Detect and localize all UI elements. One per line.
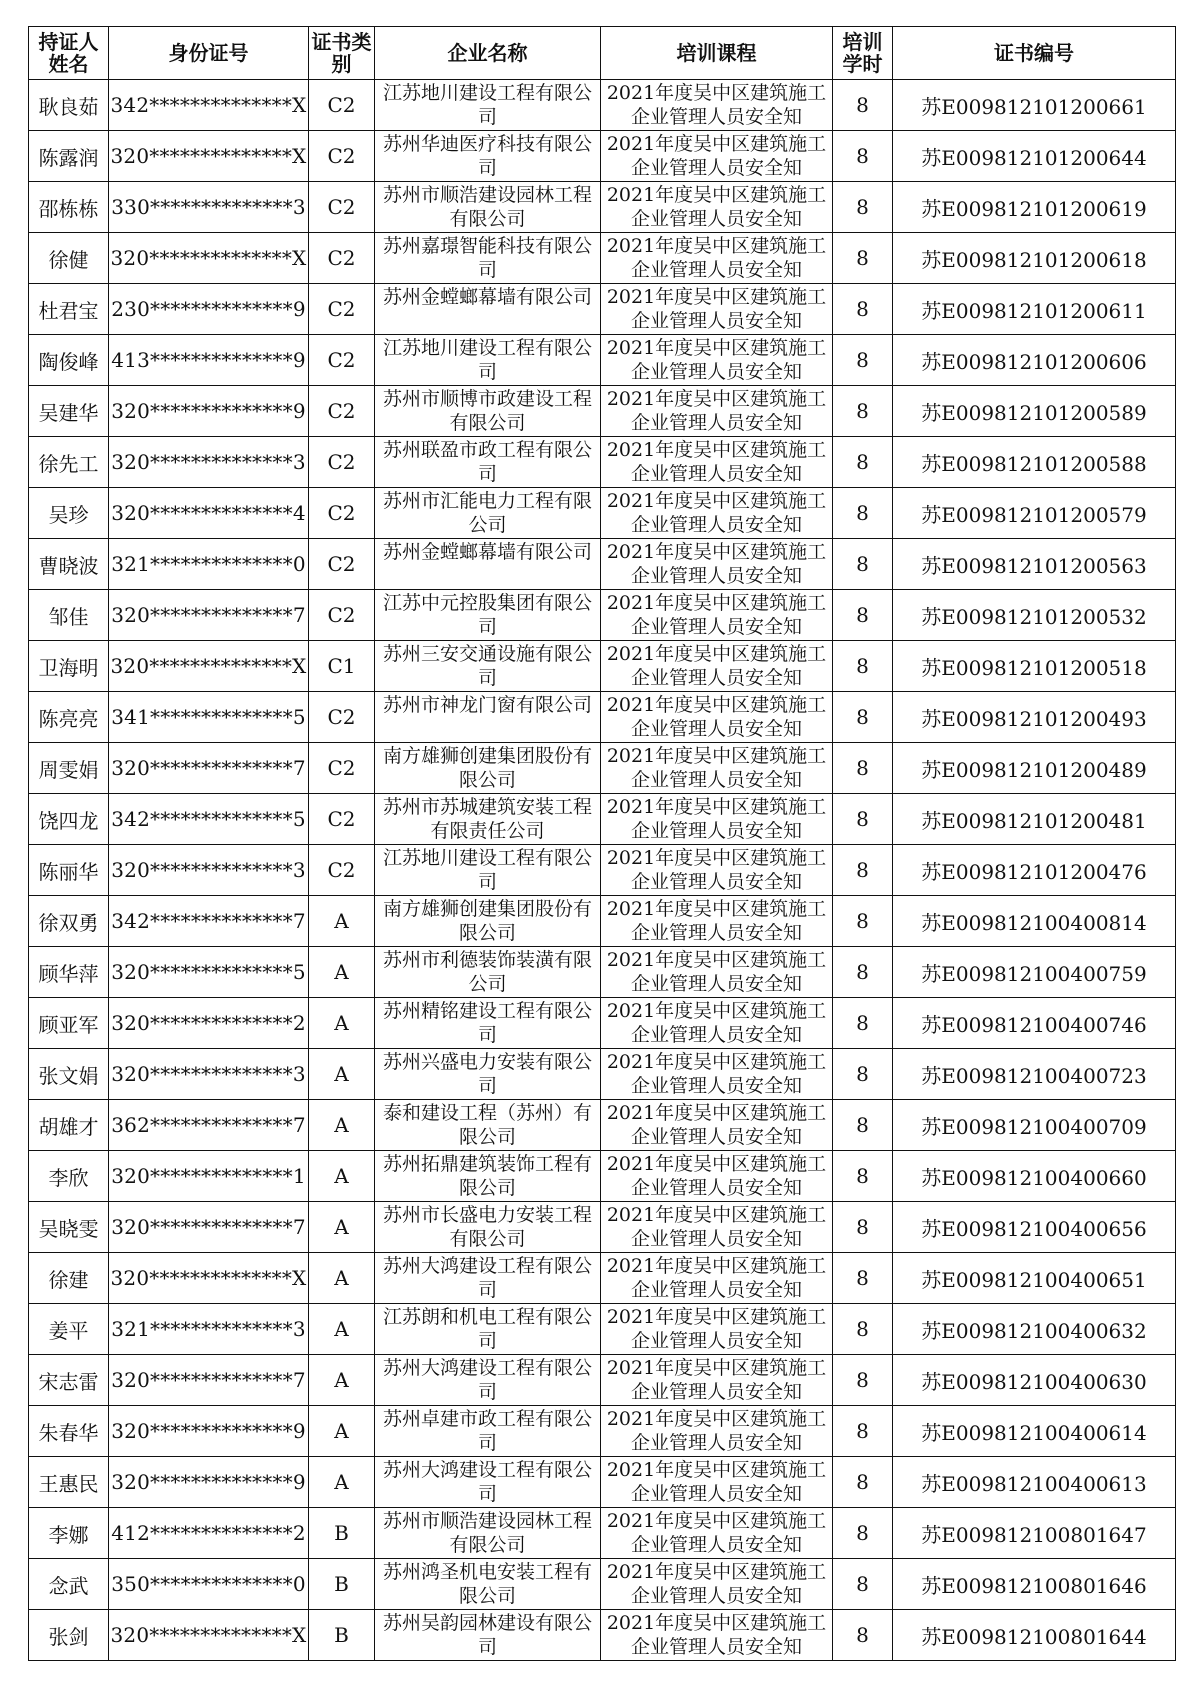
cell-category: C2	[309, 590, 375, 641]
cell-course: 2021年度吴中区建筑施工企业管理人员安全知	[601, 1610, 833, 1661]
cell-hours: 8	[833, 131, 893, 182]
cell-course: 2021年度吴中区建筑施工企业管理人员安全知	[601, 1355, 833, 1406]
cell-category: C2	[309, 233, 375, 284]
cell-holder-name: 曹晓波	[29, 539, 109, 590]
cell-id-number: 320**************X	[109, 233, 309, 284]
cell-cert-number: 苏E009812101200481	[893, 794, 1176, 845]
cell-hours: 8	[833, 488, 893, 539]
cell-hours: 8	[833, 80, 893, 131]
cell-holder-name: 胡雄才	[29, 1100, 109, 1151]
cell-id-number: 320**************5	[109, 947, 309, 998]
cell-cert-number: 苏E009812100801647	[893, 1508, 1176, 1559]
cell-cert-number: 苏E009812101200661	[893, 80, 1176, 131]
table-row	[29, 488, 1176, 539]
cell-hours: 8	[833, 1304, 893, 1355]
table-row	[29, 131, 1176, 182]
cell-cert-number: 苏E009812100801644	[893, 1610, 1176, 1661]
cell-company: 苏州兴盛电力安装有限公司	[375, 1049, 601, 1100]
table-row	[29, 1355, 1176, 1406]
cell-cert-number: 苏E009812100400814	[893, 896, 1176, 947]
cell-holder-name: 徐先工	[29, 437, 109, 488]
cell-company: 苏州联盈市政工程有限公司	[375, 437, 601, 488]
cell-holder-name: 杜君宝	[29, 284, 109, 335]
cell-id-number: 320**************7	[109, 1355, 309, 1406]
cell-category: B	[309, 1508, 375, 1559]
cell-course: 2021年度吴中区建筑施工企业管理人员安全知	[601, 80, 833, 131]
cell-hours: 8	[833, 641, 893, 692]
cell-company: 苏州大鸿建设工程有限公司	[375, 1457, 601, 1508]
cell-hours: 8	[833, 845, 893, 896]
cell-category: C2	[309, 794, 375, 845]
cell-id-number: 320**************9	[109, 1406, 309, 1457]
cell-id-number: 320**************7	[109, 743, 309, 794]
cell-category: A	[309, 1151, 375, 1202]
cell-course: 2021年度吴中区建筑施工企业管理人员安全知	[601, 896, 833, 947]
cell-id-number: 320**************7	[109, 1202, 309, 1253]
cell-company: 苏州大鸿建设工程有限公司	[375, 1253, 601, 1304]
cell-holder-name: 吴建华	[29, 386, 109, 437]
cell-cert-number: 苏E009812100400656	[893, 1202, 1176, 1253]
cell-holder-name: 王惠民	[29, 1457, 109, 1508]
cell-id-number: 320**************3	[109, 1049, 309, 1100]
cell-hours: 8	[833, 896, 893, 947]
cell-id-number: 412**************2	[109, 1508, 309, 1559]
cell-holder-name: 陈亮亮	[29, 692, 109, 743]
cell-course: 2021年度吴中区建筑施工企业管理人员安全知	[601, 1202, 833, 1253]
table-row	[29, 1100, 1176, 1151]
cell-category: C2	[309, 80, 375, 131]
cell-category: A	[309, 947, 375, 998]
cell-cert-number: 苏E009812101200606	[893, 335, 1176, 386]
cell-holder-name: 宋志雷	[29, 1355, 109, 1406]
cell-hours: 8	[833, 590, 893, 641]
cell-hours: 8	[833, 539, 893, 590]
cell-id-number: 320**************X	[109, 131, 309, 182]
cell-category: A	[309, 896, 375, 947]
table-row	[29, 590, 1176, 641]
cell-company: 南方雄狮创建集团股份有限公司	[375, 896, 601, 947]
certificate-table	[28, 26, 1176, 1661]
cell-company: 苏州市苏城建筑安装工程有限责任公司	[375, 794, 601, 845]
cell-id-number: 321**************0	[109, 539, 309, 590]
cell-cert-number: 苏E009812101200588	[893, 437, 1176, 488]
cell-company: 苏州金螳螂幕墙有限公司	[375, 284, 601, 335]
cell-id-number: 320**************7	[109, 590, 309, 641]
cell-cert-number: 苏E009812100400709	[893, 1100, 1176, 1151]
cell-id-number: 320**************9	[109, 1457, 309, 1508]
cell-holder-name: 饶四龙	[29, 794, 109, 845]
cell-cert-number: 苏E009812101200476	[893, 845, 1176, 896]
cell-company: 苏州金螳螂幕墙有限公司	[375, 539, 601, 590]
cell-cert-number: 苏E009812100400746	[893, 998, 1176, 1049]
cell-hours: 8	[833, 1559, 893, 1610]
header-cert-number: 证书编号	[893, 27, 1176, 80]
cell-id-number: 350**************0	[109, 1559, 309, 1610]
cell-cert-number: 苏E009812101200493	[893, 692, 1176, 743]
cell-course: 2021年度吴中区建筑施工企业管理人员安全知	[601, 284, 833, 335]
cell-course: 2021年度吴中区建筑施工企业管理人员安全知	[601, 1304, 833, 1355]
cell-company: 苏州大鸿建设工程有限公司	[375, 1355, 601, 1406]
table-row	[29, 437, 1176, 488]
cell-holder-name: 张剑	[29, 1610, 109, 1661]
table-row	[29, 80, 1176, 131]
table-row	[29, 743, 1176, 794]
cell-category: C2	[309, 539, 375, 590]
cell-cert-number: 苏E009812100801646	[893, 1559, 1176, 1610]
cell-course: 2021年度吴中区建筑施工企业管理人员安全知	[601, 947, 833, 998]
cell-course: 2021年度吴中区建筑施工企业管理人员安全知	[601, 590, 833, 641]
cell-holder-name: 邵栋栋	[29, 182, 109, 233]
cell-company: 苏州鸿圣机电安装工程有限公司	[375, 1559, 601, 1610]
cell-course: 2021年度吴中区建筑施工企业管理人员安全知	[601, 743, 833, 794]
cell-company: 苏州市顺浩建设园林工程有限公司	[375, 1508, 601, 1559]
cell-course: 2021年度吴中区建筑施工企业管理人员安全知	[601, 131, 833, 182]
cell-company: 苏州精铭建设工程有限公司	[375, 998, 601, 1049]
cell-hours: 8	[833, 947, 893, 998]
table-row	[29, 1304, 1176, 1355]
cell-id-number: 320**************3	[109, 845, 309, 896]
header-row	[29, 27, 1176, 80]
cell-company: 苏州拓鼎建筑装饰工程有限公司	[375, 1151, 601, 1202]
cell-category: C2	[309, 488, 375, 539]
cell-hours: 8	[833, 1049, 893, 1100]
cell-cert-number: 苏E009812100400614	[893, 1406, 1176, 1457]
cell-company: 泰和建设工程（苏州）有限公司	[375, 1100, 601, 1151]
cell-holder-name: 徐健	[29, 233, 109, 284]
cell-company: 苏州市顺浩建设园林工程有限公司	[375, 182, 601, 233]
cell-id-number: 320**************X	[109, 1610, 309, 1661]
cell-course: 2021年度吴中区建筑施工企业管理人员安全知	[601, 386, 833, 437]
cell-category: C2	[309, 845, 375, 896]
table-row	[29, 1202, 1176, 1253]
cell-id-number: 320**************1	[109, 1151, 309, 1202]
cell-category: C2	[309, 692, 375, 743]
cell-course: 2021年度吴中区建筑施工企业管理人员安全知	[601, 845, 833, 896]
cell-holder-name: 陶俊峰	[29, 335, 109, 386]
cell-hours: 8	[833, 1100, 893, 1151]
cell-hours: 8	[833, 1457, 893, 1508]
cell-id-number: 320**************2	[109, 998, 309, 1049]
cell-company: 苏州嘉璟智能科技有限公司	[375, 233, 601, 284]
cell-cert-number: 苏E009812101200589	[893, 386, 1176, 437]
cell-cert-number: 苏E009812101200579	[893, 488, 1176, 539]
cell-company: 苏州华迪医疗科技有限公司	[375, 131, 601, 182]
cell-category: A	[309, 1049, 375, 1100]
cell-hours: 8	[833, 998, 893, 1049]
cell-holder-name: 吴晓雯	[29, 1202, 109, 1253]
table-row	[29, 1610, 1176, 1661]
cell-holder-name: 李欣	[29, 1151, 109, 1202]
cell-cert-number: 苏E009812100400759	[893, 947, 1176, 998]
cell-category: B	[309, 1610, 375, 1661]
cell-category: C2	[309, 182, 375, 233]
cell-course: 2021年度吴中区建筑施工企业管理人员安全知	[601, 1457, 833, 1508]
cell-category: A	[309, 998, 375, 1049]
cell-company: 江苏地川建设工程有限公司	[375, 845, 601, 896]
cell-id-number: 320**************9	[109, 386, 309, 437]
cell-hours: 8	[833, 1151, 893, 1202]
cell-hours: 8	[833, 1355, 893, 1406]
cell-hours: 8	[833, 335, 893, 386]
table-row	[29, 284, 1176, 335]
table-row	[29, 998, 1176, 1049]
cell-category: C2	[309, 743, 375, 794]
cell-hours: 8	[833, 182, 893, 233]
cell-company: 苏州三安交通设施有限公司	[375, 641, 601, 692]
cell-hours: 8	[833, 1406, 893, 1457]
table-row	[29, 539, 1176, 590]
cell-holder-name: 耿良茹	[29, 80, 109, 131]
cell-course: 2021年度吴中区建筑施工企业管理人员安全知	[601, 182, 833, 233]
cell-holder-name: 卫海明	[29, 641, 109, 692]
cell-category: A	[309, 1253, 375, 1304]
cell-id-number: 341**************5	[109, 692, 309, 743]
table-row	[29, 1457, 1176, 1508]
header-holder-name: 持证人姓名	[29, 27, 109, 80]
cell-id-number: 230**************9	[109, 284, 309, 335]
cell-course: 2021年度吴中区建筑施工企业管理人员安全知	[601, 998, 833, 1049]
table-row	[29, 1253, 1176, 1304]
cell-company: 苏州市神龙门窗有限公司	[375, 692, 601, 743]
cell-holder-name: 李娜	[29, 1508, 109, 1559]
cell-cert-number: 苏E009812101200518	[893, 641, 1176, 692]
cell-cert-number: 苏E009812100400613	[893, 1457, 1176, 1508]
header-course: 培训课程	[601, 27, 833, 80]
cell-hours: 8	[833, 1610, 893, 1661]
cell-id-number: 330**************3	[109, 182, 309, 233]
cell-holder-name: 张文娟	[29, 1049, 109, 1100]
cell-course: 2021年度吴中区建筑施工企业管理人员安全知	[601, 692, 833, 743]
cell-course: 2021年度吴中区建筑施工企业管理人员安全知	[601, 335, 833, 386]
cell-company: 江苏地川建设工程有限公司	[375, 335, 601, 386]
cell-company: 苏州市长盛电力安装工程有限公司	[375, 1202, 601, 1253]
cell-company: 江苏中元控股集团有限公司	[375, 590, 601, 641]
cell-hours: 8	[833, 386, 893, 437]
header-hours: 培训学时	[833, 27, 893, 80]
cell-id-number: 320**************X	[109, 641, 309, 692]
cell-course: 2021年度吴中区建筑施工企业管理人员安全知	[601, 1100, 833, 1151]
table-row	[29, 845, 1176, 896]
cell-course: 2021年度吴中区建筑施工企业管理人员安全知	[601, 1049, 833, 1100]
cell-company: 苏州市汇能电力工程有限公司	[375, 488, 601, 539]
cell-category: C2	[309, 437, 375, 488]
cell-course: 2021年度吴中区建筑施工企业管理人员安全知	[601, 539, 833, 590]
cell-holder-name: 念武	[29, 1559, 109, 1610]
cell-holder-name: 朱春华	[29, 1406, 109, 1457]
cell-id-number: 320**************3	[109, 437, 309, 488]
cell-holder-name: 顾亚军	[29, 998, 109, 1049]
cell-cert-number: 苏E009812101200611	[893, 284, 1176, 335]
table-row	[29, 182, 1176, 233]
cell-category: C2	[309, 131, 375, 182]
cell-category: A	[309, 1202, 375, 1253]
cell-id-number: 413**************9	[109, 335, 309, 386]
cell-holder-name: 周雯娟	[29, 743, 109, 794]
cell-company: 苏州市利德装饰装潢有限公司	[375, 947, 601, 998]
cell-cert-number: 苏E009812101200644	[893, 131, 1176, 182]
cell-holder-name: 吴珍	[29, 488, 109, 539]
cell-cert-number: 苏E009812101200618	[893, 233, 1176, 284]
cell-holder-name: 徐建	[29, 1253, 109, 1304]
cell-course: 2021年度吴中区建筑施工企业管理人员安全知	[601, 1508, 833, 1559]
cell-cert-number: 苏E009812101200532	[893, 590, 1176, 641]
cell-category: C2	[309, 386, 375, 437]
table-row	[29, 641, 1176, 692]
table-row	[29, 794, 1176, 845]
cell-category: B	[309, 1559, 375, 1610]
table-row	[29, 896, 1176, 947]
table-row	[29, 1049, 1176, 1100]
cell-hours: 8	[833, 437, 893, 488]
cell-id-number: 321**************3	[109, 1304, 309, 1355]
cell-company: 南方雄狮创建集团股份有限公司	[375, 743, 601, 794]
table-row	[29, 1151, 1176, 1202]
cell-category: A	[309, 1457, 375, 1508]
cell-category: C1	[309, 641, 375, 692]
cell-cert-number: 苏E009812101200619	[893, 182, 1176, 233]
table-row	[29, 1559, 1176, 1610]
cell-hours: 8	[833, 794, 893, 845]
cell-hours: 8	[833, 284, 893, 335]
header-id-number: 身份证号	[109, 27, 309, 80]
cell-course: 2021年度吴中区建筑施工企业管理人员安全知	[601, 1151, 833, 1202]
cell-cert-number: 苏E009812100400660	[893, 1151, 1176, 1202]
cell-hours: 8	[833, 233, 893, 284]
cell-hours: 8	[833, 692, 893, 743]
header-category: 证书类别	[309, 27, 375, 80]
cell-hours: 8	[833, 743, 893, 794]
cell-id-number: 342**************7	[109, 896, 309, 947]
table-row	[29, 386, 1176, 437]
table-row	[29, 692, 1176, 743]
cell-cert-number: 苏E009812100400632	[893, 1304, 1176, 1355]
cell-company: 苏州卓建市政工程有限公司	[375, 1406, 601, 1457]
cell-course: 2021年度吴中区建筑施工企业管理人员安全知	[601, 488, 833, 539]
cell-course: 2021年度吴中区建筑施工企业管理人员安全知	[601, 1406, 833, 1457]
cell-category: C2	[309, 335, 375, 386]
cell-category: A	[309, 1406, 375, 1457]
table-row	[29, 947, 1176, 998]
cell-id-number: 362**************7	[109, 1100, 309, 1151]
cell-course: 2021年度吴中区建筑施工企业管理人员安全知	[601, 437, 833, 488]
cell-id-number: 342**************5	[109, 794, 309, 845]
cell-cert-number: 苏E009812100400723	[893, 1049, 1176, 1100]
cell-cert-number: 苏E009812100400651	[893, 1253, 1176, 1304]
cell-holder-name: 陈露润	[29, 131, 109, 182]
cell-holder-name: 顾华萍	[29, 947, 109, 998]
table-row	[29, 1508, 1176, 1559]
cell-course: 2021年度吴中区建筑施工企业管理人员安全知	[601, 233, 833, 284]
cell-course: 2021年度吴中区建筑施工企业管理人员安全知	[601, 1559, 833, 1610]
cell-course: 2021年度吴中区建筑施工企业管理人员安全知	[601, 641, 833, 692]
cell-hours: 8	[833, 1253, 893, 1304]
cell-course: 2021年度吴中区建筑施工企业管理人员安全知	[601, 1253, 833, 1304]
cell-holder-name: 姜平	[29, 1304, 109, 1355]
cell-hours: 8	[833, 1202, 893, 1253]
cell-category: A	[309, 1355, 375, 1406]
table-row	[29, 233, 1176, 284]
cell-company: 江苏地川建设工程有限公司	[375, 80, 601, 131]
cell-cert-number: 苏E009812101200489	[893, 743, 1176, 794]
cell-company: 苏州市顺博市政建设工程有限公司	[375, 386, 601, 437]
cell-id-number: 320**************4	[109, 488, 309, 539]
cell-category: C2	[309, 284, 375, 335]
cell-holder-name: 邹佳	[29, 590, 109, 641]
cell-id-number: 342**************X	[109, 80, 309, 131]
cell-cert-number: 苏E009812101200563	[893, 539, 1176, 590]
cell-hours: 8	[833, 1508, 893, 1559]
cell-company: 江苏朗和机电工程有限公司	[375, 1304, 601, 1355]
cell-holder-name: 陈丽华	[29, 845, 109, 896]
cell-holder-name: 徐双勇	[29, 896, 109, 947]
cell-id-number: 320**************X	[109, 1253, 309, 1304]
cell-company: 苏州吴韵园林建设有限公司	[375, 1610, 601, 1661]
cell-cert-number: 苏E009812100400630	[893, 1355, 1176, 1406]
cell-category: A	[309, 1304, 375, 1355]
table-row	[29, 1406, 1176, 1457]
header-company: 企业名称	[375, 27, 601, 80]
cell-category: A	[309, 1100, 375, 1151]
cell-course: 2021年度吴中区建筑施工企业管理人员安全知	[601, 794, 833, 845]
table-row	[29, 335, 1176, 386]
